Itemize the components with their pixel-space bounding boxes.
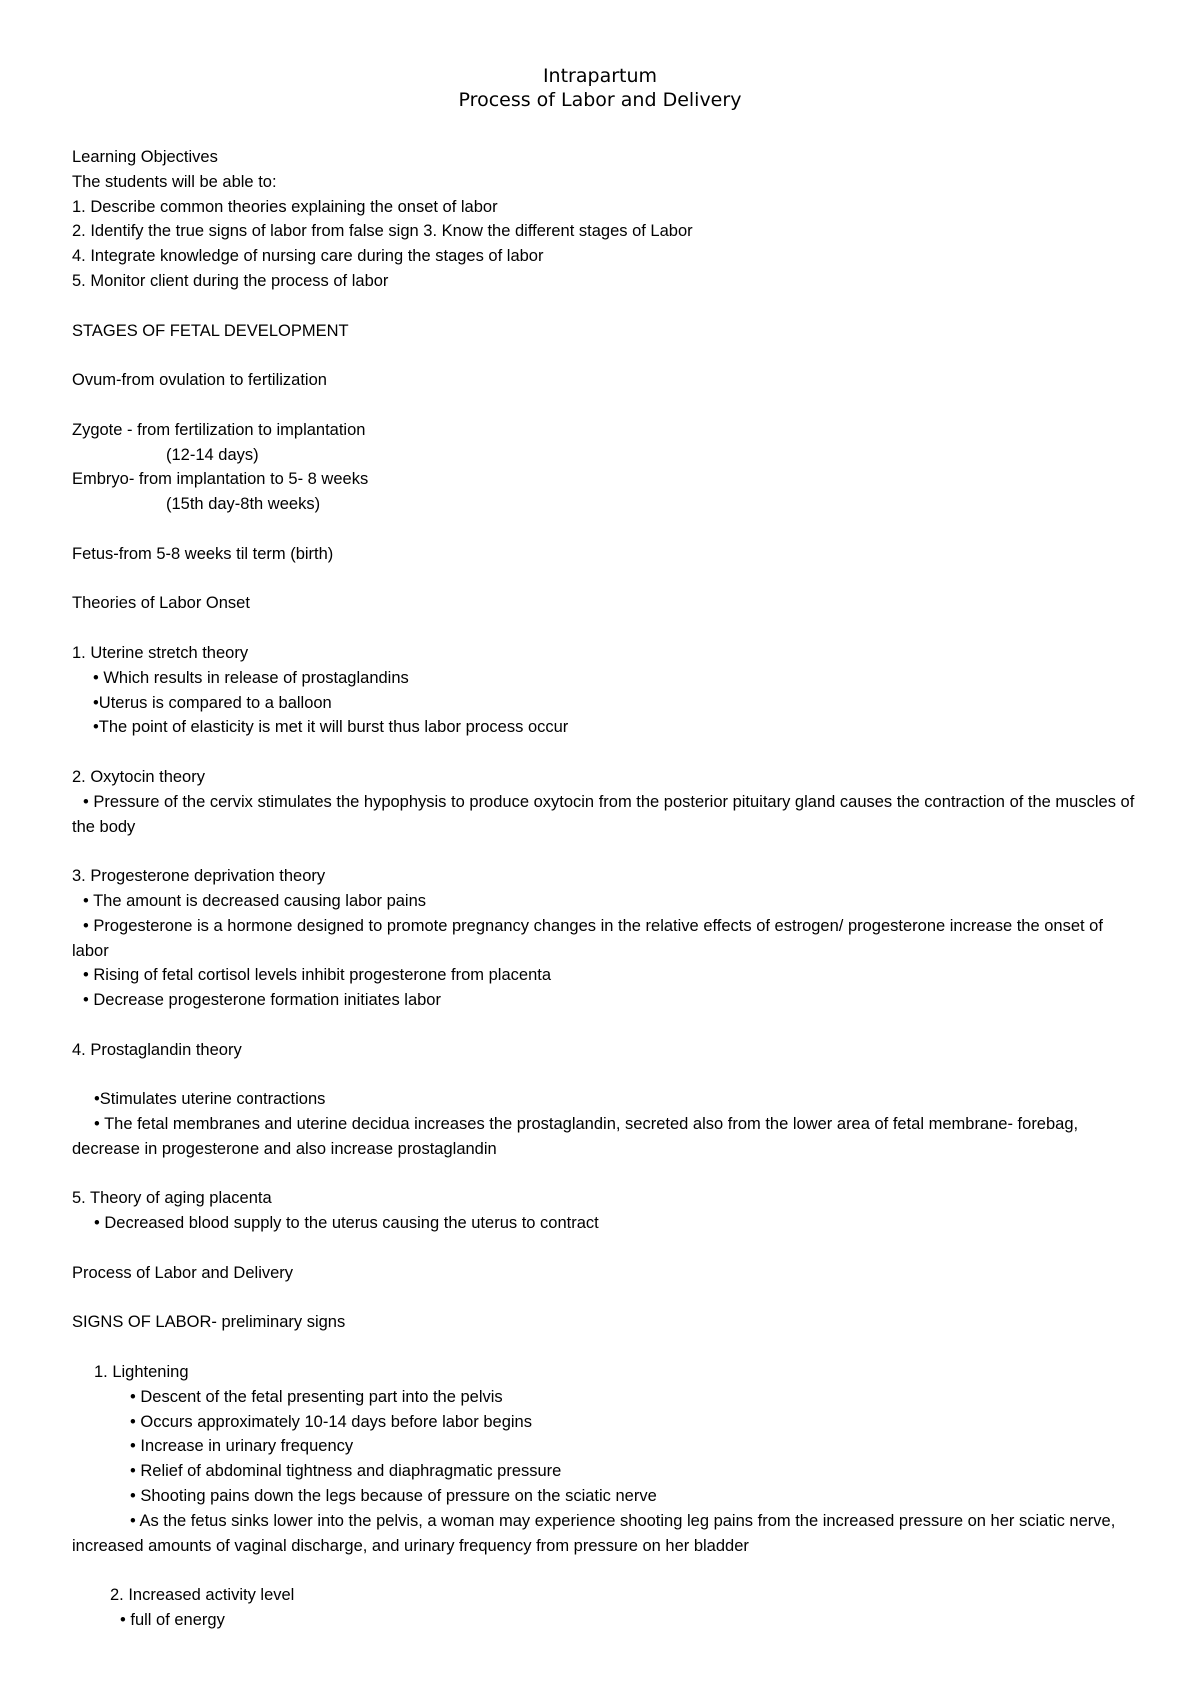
- lightening-title: 1. Lightening: [94, 1363, 189, 1382]
- bullet-item: • Descent of the fetal presenting part into the pelvis: [130, 1387, 503, 1406]
- bullet-item: •The point of elasticity is met it will burst thus labor process occur: [93, 718, 569, 737]
- fetal-stages-heading: STAGES OF FETAL DEVELOPMENT: [72, 321, 349, 340]
- objective-item: 5. Monitor client during the process of labor: [72, 271, 389, 290]
- bullet-item: • Decreased blood supply to the uterus causing the uterus to contract: [94, 1214, 599, 1233]
- spacer: [72, 616, 1138, 641]
- bullet-item: • Progesterone is a hormone designed to promote pregnancy changes in the relative effects of estrogen/ progesterone increase the onset of labor: [72, 916, 1103, 960]
- zygote-stage: Zygote - from fertilization to implantation: [72, 420, 366, 439]
- document-title: Intrapartum: [542, 65, 658, 87]
- spacer: [72, 1013, 1138, 1038]
- document-subtitle: Process of Labor and Delivery: [458, 89, 742, 111]
- spacer: [72, 1286, 1138, 1311]
- spacer: [72, 343, 1138, 368]
- objective-item: 4. Integrate knowledge of nursing care during the stages of labor: [72, 247, 544, 266]
- spacer: [72, 393, 1138, 418]
- objective-item: 2. Identify the true signs of labor from false sign 3. Know the different stages of Labor: [72, 222, 693, 241]
- spacer: [72, 740, 1138, 765]
- bullet-item: • Pressure of the cervix stimulates the hypophysis to produce oxytocin from the posterior pituitary gland causes the contraction of the muscles of the body: [72, 792, 1135, 836]
- bullet-item: • The fetal membranes and uterine decidua increases the prostaglandin, secreted also from the lower area of fetal membrane- forebag, decrease in progesterone and also increase prostaglandin: [72, 1115, 1079, 1158]
- bullet-item: • As the fetus sinks lower into the pelvis, a woman may experience shooting leg pains from the increased pressure on her sciatic nerve, increased amounts of vaginal discharge, and urinary frequency from pressure on her bladder: [72, 1511, 1116, 1555]
- signs-of-labor-heading: SIGNS OF LABOR- preliminary signs: [72, 1313, 346, 1332]
- spacer: [72, 1236, 1138, 1261]
- fetus-stage: Fetus-from 5-8 weeks til term (birth): [72, 544, 334, 563]
- spacer: [72, 1162, 1138, 1187]
- spacer: [72, 839, 1138, 864]
- process-heading: Process of Labor and Delivery: [72, 1263, 294, 1282]
- document-body: [72, 145, 1138, 1633]
- bullet-item: • Rising of fetal cortisol levels inhibit progesterone from placenta: [83, 966, 552, 985]
- embryo-duration: (15th day-8th weeks): [166, 495, 321, 514]
- objectives-heading: Learning Objectives: [72, 148, 218, 166]
- ovum-stage: Ovum-from ovulation to fertilization: [72, 371, 327, 390]
- aging-placenta-title: 5. Theory of aging placenta: [72, 1189, 272, 1208]
- prostaglandin-title: 4. Prostaglandin theory: [72, 1040, 242, 1059]
- spacer: [72, 567, 1138, 592]
- progesterone-title: 3. Progesterone deprivation theory: [72, 867, 326, 886]
- spacer: [72, 517, 1138, 542]
- objective-item: 1. Describe common theories explaining the onset of labor: [72, 197, 498, 216]
- bullet-item: • Relief of abdominal tightness and diaphragmatic pressure: [130, 1462, 562, 1481]
- bullet-item: • Shooting pains down the legs because of pressure on the sciatic nerve: [130, 1487, 657, 1506]
- spacer: [72, 1335, 1138, 1360]
- zygote-duration: (12-14 days): [166, 445, 259, 464]
- activity-level-title: 2. Increased activity level: [110, 1586, 295, 1605]
- oxytocin-title: 2. Oxytocin theory: [72, 767, 205, 786]
- uterine-stretch-title: 1. Uterine stretch theory: [72, 643, 249, 662]
- bullet-item: • Increase in urinary frequency: [130, 1437, 354, 1456]
- bullet-item: • Occurs approximately 10-14 days before labor begins: [130, 1412, 532, 1431]
- objectives-intro: The students will be able to:: [72, 172, 277, 191]
- spacer: [72, 1062, 1138, 1087]
- bullet-item: • full of energy: [120, 1611, 225, 1630]
- bullet-item: • The amount is decreased causing labor pains: [83, 891, 427, 910]
- bullet-item: •Uterus is compared to a balloon: [93, 693, 332, 712]
- theories-heading: Theories of Labor Onset: [72, 594, 250, 613]
- bullet-item: • Decrease progesterone formation initiates labor: [83, 991, 441, 1010]
- spacer: [72, 1558, 1138, 1583]
- bullet-item: •Stimulates uterine contractions: [94, 1090, 326, 1109]
- embryo-stage: Embryo- from implantation to 5- 8 weeks: [72, 470, 369, 489]
- spacer: [72, 294, 1138, 319]
- bullet-item: • Which results in release of prostaglandins: [93, 668, 409, 687]
